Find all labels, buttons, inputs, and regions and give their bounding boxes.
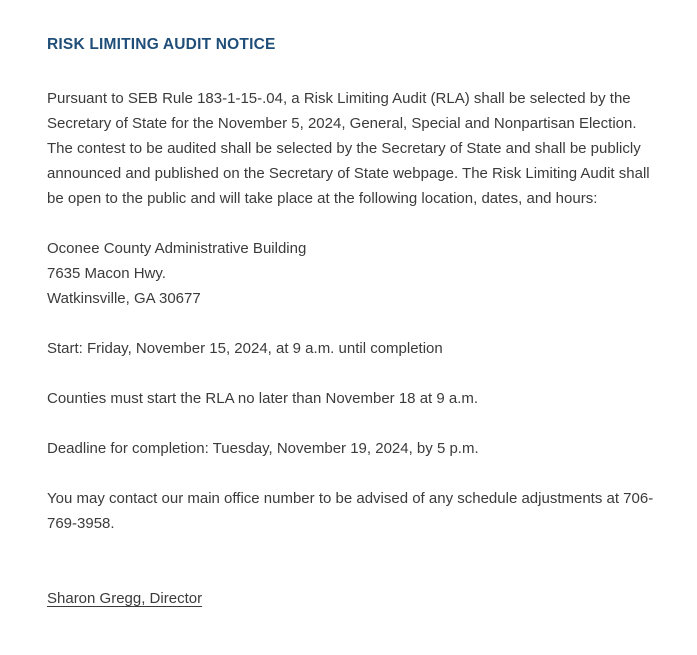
- signature: Sharon Gregg, Director: [47, 590, 203, 607]
- counties-line: Counties must start the RLA no later than November 18 at 9 a.m.: [47, 390, 479, 407]
- deadline-line: Deadline for completion: Tuesday, November 19, 2024, by 5 p.m.: [47, 440, 479, 457]
- location-building: Oconee County Administrative Building: [47, 240, 307, 257]
- location-block: [47, 236, 660, 311]
- contact-line: You may contact our main office number to be advised of any schedule adjustments at 706-769-3958.: [47, 490, 654, 532]
- intro-paragraph: Pursuant to SEB Rule 183-1-15-.04, a Risk Limiting Audit (RLA) shall be selected by the Secretary of State for the November 5, 2024, General, Special and Nonpartisan Election. The contest to be audited shall be selected by the Secretary of State and shall be publicly announced and published on the Secretary of State webpage. The Risk Limiting Audit shall be open to the public and will take place at the following location, dates, and hours:: [47, 90, 650, 207]
- page-title: RISK LIMITING AUDIT NOTICE: [47, 36, 276, 53]
- start-line: Start: Friday, November 15, 2024, at 9 a.m. until completion: [47, 340, 443, 357]
- location-city-state-zip: Watkinsville, GA 30677: [47, 290, 201, 307]
- location-street: 7635 Macon Hwy.: [47, 265, 166, 282]
